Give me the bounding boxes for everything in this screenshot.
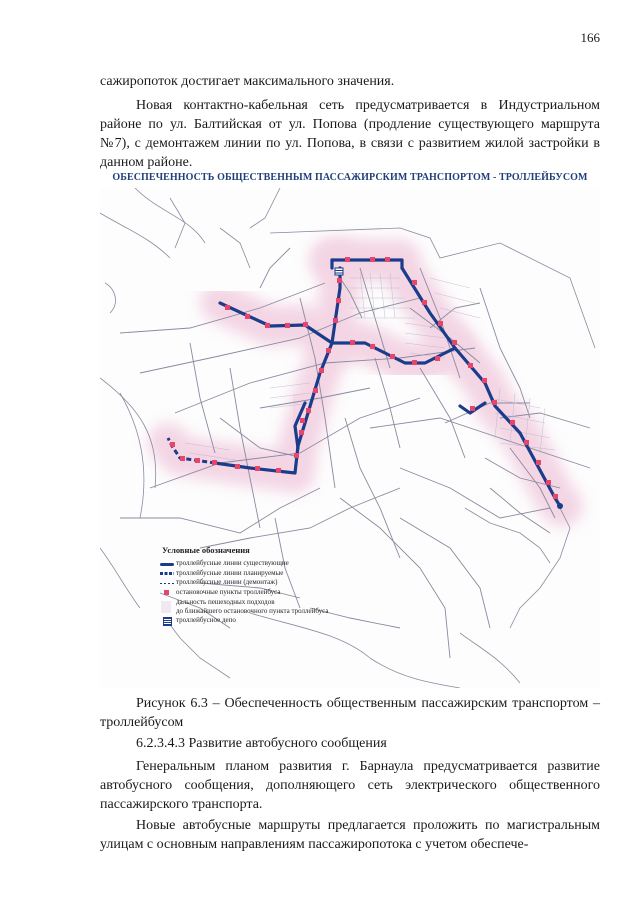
walk-distance-zones (168, 260, 562, 506)
stop (438, 321, 443, 326)
paragraph-new-bus-routes: Новые автобусные маршруты предлагается проложить по магистральным улицам с основным направлениям пассажиропотока с учетом обеспече- (100, 818, 600, 852)
trolleybus-depot-icon (335, 268, 343, 275)
stop (225, 305, 230, 310)
trolleybus-coverage-map (100, 188, 600, 688)
planned-line-swatch (160, 569, 174, 577)
stop (390, 354, 395, 359)
stop (303, 322, 308, 327)
legend-label-line-1: дальность пешеходных подходов (176, 598, 275, 607)
stop (255, 466, 260, 471)
stop (306, 408, 311, 413)
legend-label: троллейбусные линии планируемые (176, 568, 284, 577)
legend-label: троллейбусные линии (демонтаж) (176, 578, 278, 587)
stop (370, 257, 375, 262)
map-title: ОБЕСПЕЧЕННОСТЬ ОБЩЕСТВЕННЫМ ПАССАЖИРСКИМ ТРАНСПОРТОМ - ТРОЛЛЕЙБУСОМ (112, 172, 588, 183)
legend-label: троллейбусное депо (176, 615, 236, 624)
stop (385, 257, 390, 262)
terminus-marker (557, 503, 563, 509)
stop (319, 368, 324, 373)
stop (370, 344, 375, 349)
paragraph-bus-development: Генеральным планом развития г. Барнаула предусматривается развитие автобусного сообщения, дополняющего сеть электрического общественного пассажирского транспорта. (100, 759, 600, 812)
stop (553, 494, 558, 499)
legend-title: Условные обозначения (162, 545, 250, 555)
stop (300, 418, 305, 423)
stop (265, 323, 270, 328)
stop (510, 420, 515, 425)
stop (180, 456, 185, 461)
stop (345, 257, 350, 262)
dismantled-line-swatch (160, 579, 174, 587)
section-heading: 6.2.3.4.3 Развитие автобусного сообщения (136, 736, 387, 751)
stop (326, 348, 331, 353)
legend-item-existing-lines (160, 559, 410, 569)
stop (245, 314, 250, 319)
legend-label (176, 598, 328, 615)
stop (470, 406, 475, 411)
stop (452, 340, 457, 345)
stop (412, 360, 417, 365)
stop (235, 464, 240, 469)
stop (333, 318, 338, 323)
walk-zone-corridor (330, 260, 562, 506)
existing-trolleybus-lines (215, 260, 560, 506)
figure-caption: Рисунок 6.3 – Обеспеченность общественным пассажирским транспортом – троллейбусом (100, 696, 600, 730)
stop (337, 278, 342, 283)
legend-item-stops (160, 588, 410, 598)
stop (170, 442, 175, 447)
stop (412, 280, 417, 285)
legend-label-line-2: до ближайшего остановочного пункта троллейбуса (176, 606, 329, 615)
stop (336, 298, 341, 303)
page-number: 166 (580, 30, 600, 45)
stop (285, 323, 290, 328)
walk-zone-swatch (160, 598, 174, 616)
stop (536, 460, 541, 465)
legend-item-planned-lines (160, 569, 410, 579)
stop (299, 430, 304, 435)
stop (435, 356, 440, 361)
paragraph-catenary-network: Новая контактно-кабельная сеть предусматривается в Индустриальном районе по ул. Балтийская от ул. Попова (продление существующего маршрута №7), с демонтажем линии по ул. Попова, в связи с развитием жилой застройки в данном районе. (100, 98, 600, 170)
stop (350, 340, 355, 345)
stop-swatch (160, 589, 174, 597)
legend-item-walk-zone (160, 598, 410, 616)
legend-label: троллейбусные линии существующие (176, 558, 289, 567)
stop (482, 378, 487, 383)
stop (524, 440, 529, 445)
stop (195, 458, 200, 463)
legend-label: остановочные пункты троллейбуса (176, 588, 281, 597)
stop (422, 300, 427, 305)
stop (276, 468, 281, 473)
existing-line-swatch (160, 560, 174, 568)
stop (212, 460, 217, 465)
stop (546, 480, 551, 485)
legend-item-depot (160, 616, 410, 626)
legend-item-dismantled-lines (160, 578, 410, 588)
stop (313, 388, 318, 393)
depot-swatch (160, 617, 174, 625)
stop (468, 363, 473, 368)
stop (294, 453, 299, 458)
paragraph-continuation: сажиропоток достигает максимального значения. (100, 74, 395, 89)
map-legend (160, 546, 410, 626)
stop (492, 400, 497, 405)
